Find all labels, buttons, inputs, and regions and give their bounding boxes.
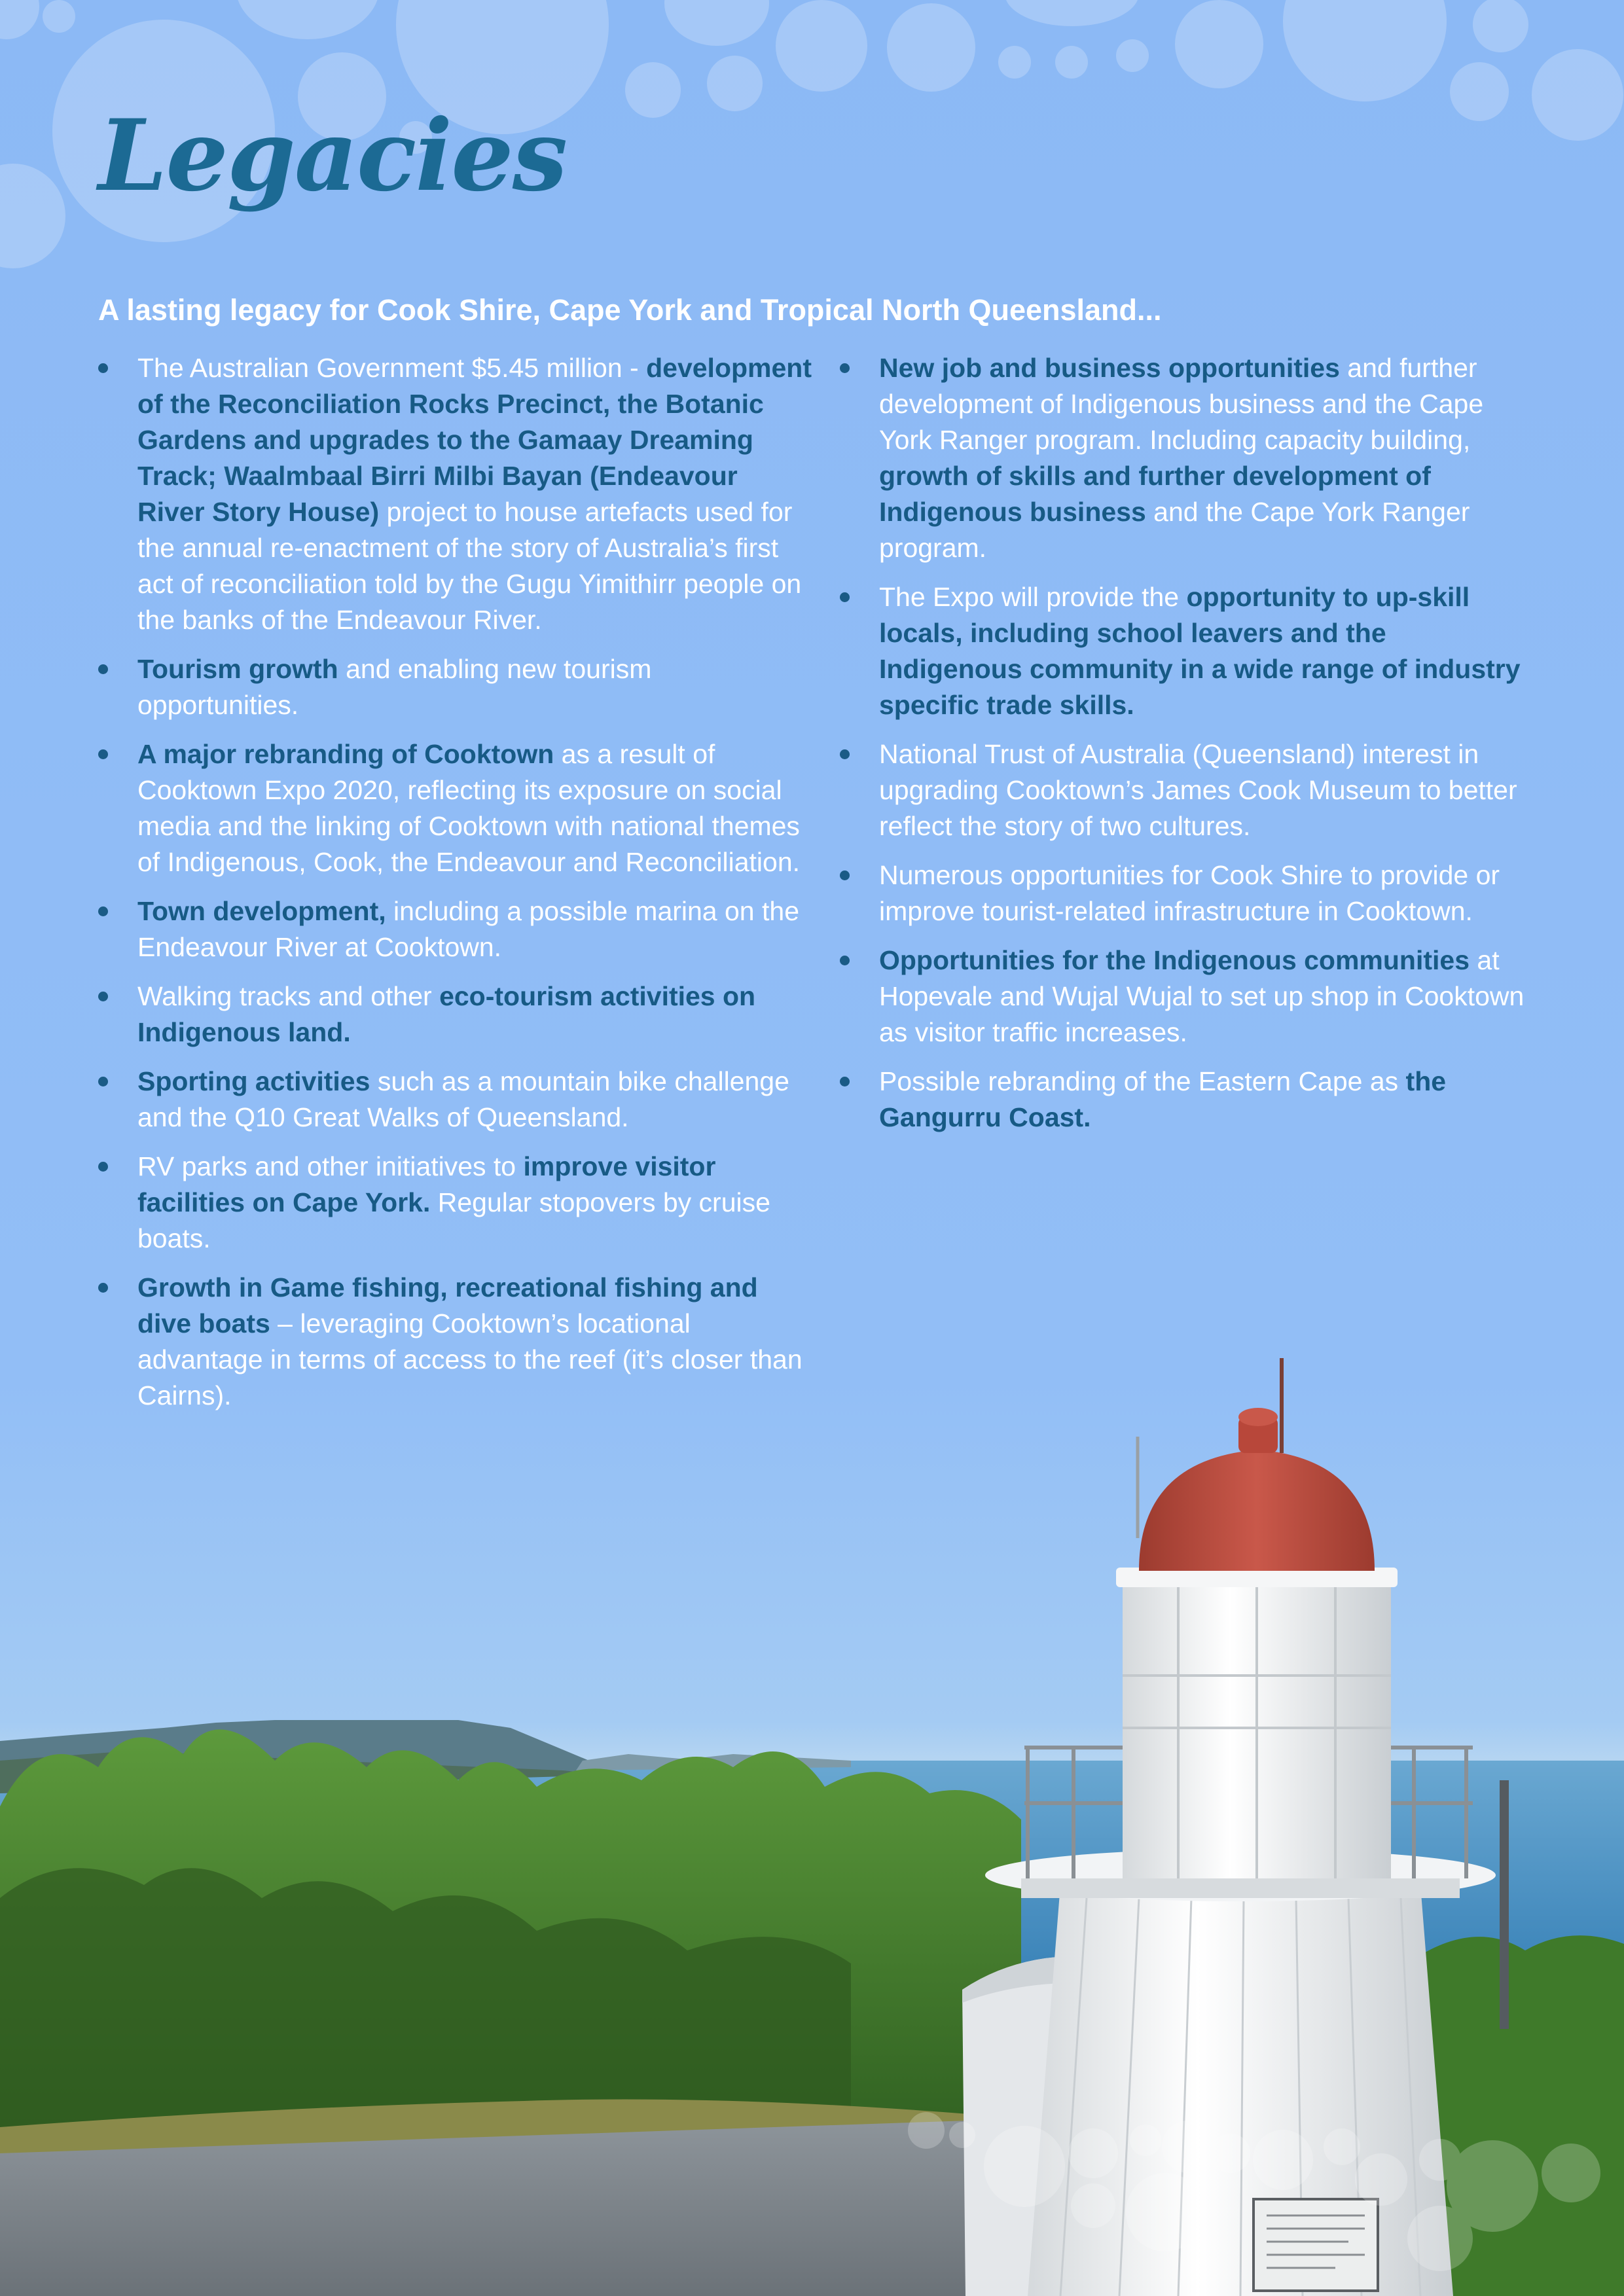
body-text: The Australian Government $5.45 million -	[137, 353, 647, 383]
list-item	[98, 651, 812, 723]
bold-text: Growth in Game fishing, recreational fishing and dive boats	[137, 1272, 758, 1338]
list-item	[98, 978, 812, 1050]
body-text: The Expo will provide the	[879, 582, 1187, 612]
legacy-list-right	[840, 350, 1527, 1149]
bold-text: Town development,	[137, 896, 386, 926]
list-item	[840, 857, 1527, 929]
bold-text: Sporting activities	[137, 1066, 370, 1096]
body-text: and enabling new tourism opportunities.	[137, 654, 652, 720]
bold-text: improve visitor facilities on Cape York.	[137, 1151, 716, 1217]
list-item	[840, 736, 1527, 844]
list-item	[98, 893, 812, 965]
body-text: project to house artefacts used for the annual re-enactment of the story of Australia’s first act of reconciliation told by the Gugu Yimithirr people on the banks of the Endeavour River.	[137, 497, 802, 635]
body-text: at Hopevale and Wujal Wujal to set up shop in Cooktown as visitor traffic increases.	[879, 945, 1525, 1047]
bold-text: the Gangurru Coast.	[879, 1066, 1447, 1132]
list-item	[98, 736, 812, 880]
list-item	[840, 350, 1527, 566]
page-title: Legacies	[98, 98, 567, 213]
body-text: Numerous opportunities for Cook Shire to provide or improve tourist-related infrastructure in Cooktown.	[879, 860, 1500, 926]
list-item	[98, 1064, 812, 1136]
body-text: Walking tracks and other	[137, 981, 440, 1011]
body-text: – leveraging Cooktown’s locational advantage in terms of access to the reef (it’s closer than Cairns).	[137, 1308, 803, 1410]
body-text: and further development of Indigenous business and the Cape York Ranger program. Including capacity building,	[879, 353, 1484, 455]
bold-text: Opportunities for the Indigenous communities	[879, 945, 1470, 975]
body-text: as a result of Cooktown Expo 2020, reflecting its exposure on social media and the linking of Cooktown with national themes of Indigenous, Cook, the Endeavour and Reconciliation.	[137, 739, 801, 877]
legacy-list-left	[98, 350, 812, 1427]
body-text: including a possible marina on the Endeavour River at Cooktown.	[137, 896, 799, 962]
body-text: National Trust of Australia (Queensland) interest in upgrading Cooktown’s James Cook Museum to better reflect the story of two cultures.	[879, 739, 1517, 841]
bold-text: opportunity to up-skill locals, including school leavers and the Indigenous community in a wide range of industry specific trade skills.	[879, 582, 1521, 720]
list-item	[840, 1064, 1527, 1136]
body-text: RV parks and other initiatives to	[137, 1151, 524, 1181]
bold-text: A major rebranding of Cooktown	[137, 739, 554, 769]
body-text: Possible rebranding of the Eastern Cape as	[879, 1066, 1406, 1096]
bold-text: New job and business opportunities	[879, 353, 1340, 383]
list-item	[840, 579, 1527, 723]
list-item	[840, 942, 1527, 1050]
bold-text: eco-tourism activities on Indigenous land.	[137, 981, 756, 1047]
list-item	[98, 1149, 812, 1257]
body-text: and the Cape York Ranger program.	[879, 497, 1470, 563]
list-item	[98, 350, 812, 638]
body-text: Regular stopovers by cruise boats.	[137, 1187, 770, 1253]
list-item	[98, 1270, 812, 1414]
bold-text: Tourism growth	[137, 654, 338, 684]
bold-text: development of the Reconciliation Rocks Precinct, the Botanic Gardens and upgrades to the Gamaay Dreaming Track; Waalmbaal Birri Milbi Bayan (Endeavour River Story House)	[137, 353, 812, 527]
body-text: such as a mountain bike challenge and the Q10 Great Walks of Queensland.	[137, 1066, 789, 1132]
subtitle: A lasting legacy for Cook Shire, Cape York and Tropical North Queensland...	[98, 293, 1162, 327]
bold-text: growth of skills and further development of Indigenous business	[879, 461, 1431, 527]
